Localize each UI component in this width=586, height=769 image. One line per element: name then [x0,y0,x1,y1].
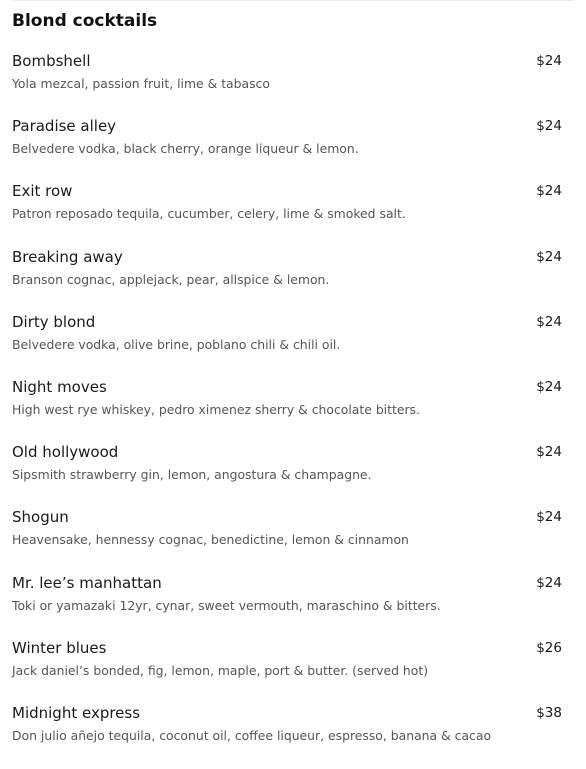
item-description: Belvedere vodka, black cherry, orange liqueur & lemon. [12,141,359,157]
item-name: Exit row [12,182,73,201]
menu-item [12,52,562,117]
item-price: $24 [536,509,562,526]
menu-item [12,248,562,313]
item-description: Yola mezcal, passion fruit, lime & tabasco [12,76,270,91]
menu-item [12,639,562,704]
item-price: $24 [536,118,562,135]
menu-item [12,704,562,769]
item-name: Old hollywood [12,443,119,462]
item-description: Heavensake, hennessy cognac, benedictine, lemon & cinnamon [12,532,409,548]
item-description: Don julio añejo tequila, coconut oil, coffee liqueur, espresso, banana & cacao [12,727,492,743]
item-price: $38 [536,704,562,721]
item-description: Sipsmith strawberry gin, lemon, angostura & champagne. [12,467,372,483]
item-name: Midnight express [12,703,141,722]
item-name: Night moves [12,377,107,396]
item-price: $26 [536,639,562,656]
item-price: $24 [536,378,562,395]
menu-item [12,182,562,247]
section-title: Blond cocktails [12,11,158,31]
menu-item [12,508,562,573]
menu-item [12,313,562,378]
item-description: Toki or yamazaki 12yr, cynar, sweet vermouth, maraschino & bitters. [12,597,441,613]
menu-item [12,117,562,182]
top-divider [12,0,574,1]
item-price: $24 [536,183,562,200]
item-description: High west rye whiskey, pedro ximenez sherry & chocolate bitters. [12,401,420,417]
item-name: Bombshell [12,52,91,70]
cocktail-menu-list [12,52,562,769]
item-price: $24 [536,248,562,265]
menu-item [12,443,562,508]
item-name: Paradise alley [12,117,117,136]
item-price: $24 [536,444,562,461]
item-name: Shogun [12,508,69,527]
item-name: Winter blues [12,638,107,657]
item-description: Branson cognac, applejack, pear, allspice & lemon. [12,271,330,287]
item-description: Patron reposado tequila, cucumber, celery, lime & smoked salt. [12,206,406,222]
item-name: Dirty blond [12,312,96,331]
menu-item [12,574,562,639]
item-price: $24 [536,313,562,330]
item-description: Jack daniel’s bonded, fig, lemon, maple, port & butter. (served hot) [12,662,429,678]
item-price: $24 [536,53,562,69]
menu-item [12,378,562,443]
item-name: Breaking away [12,247,123,266]
item-description: Belvedere vodka, olive brine, poblano chili & chili oil. [12,336,341,352]
item-price: $24 [536,574,562,591]
item-name: Mr. lee’s manhattan [12,573,162,592]
